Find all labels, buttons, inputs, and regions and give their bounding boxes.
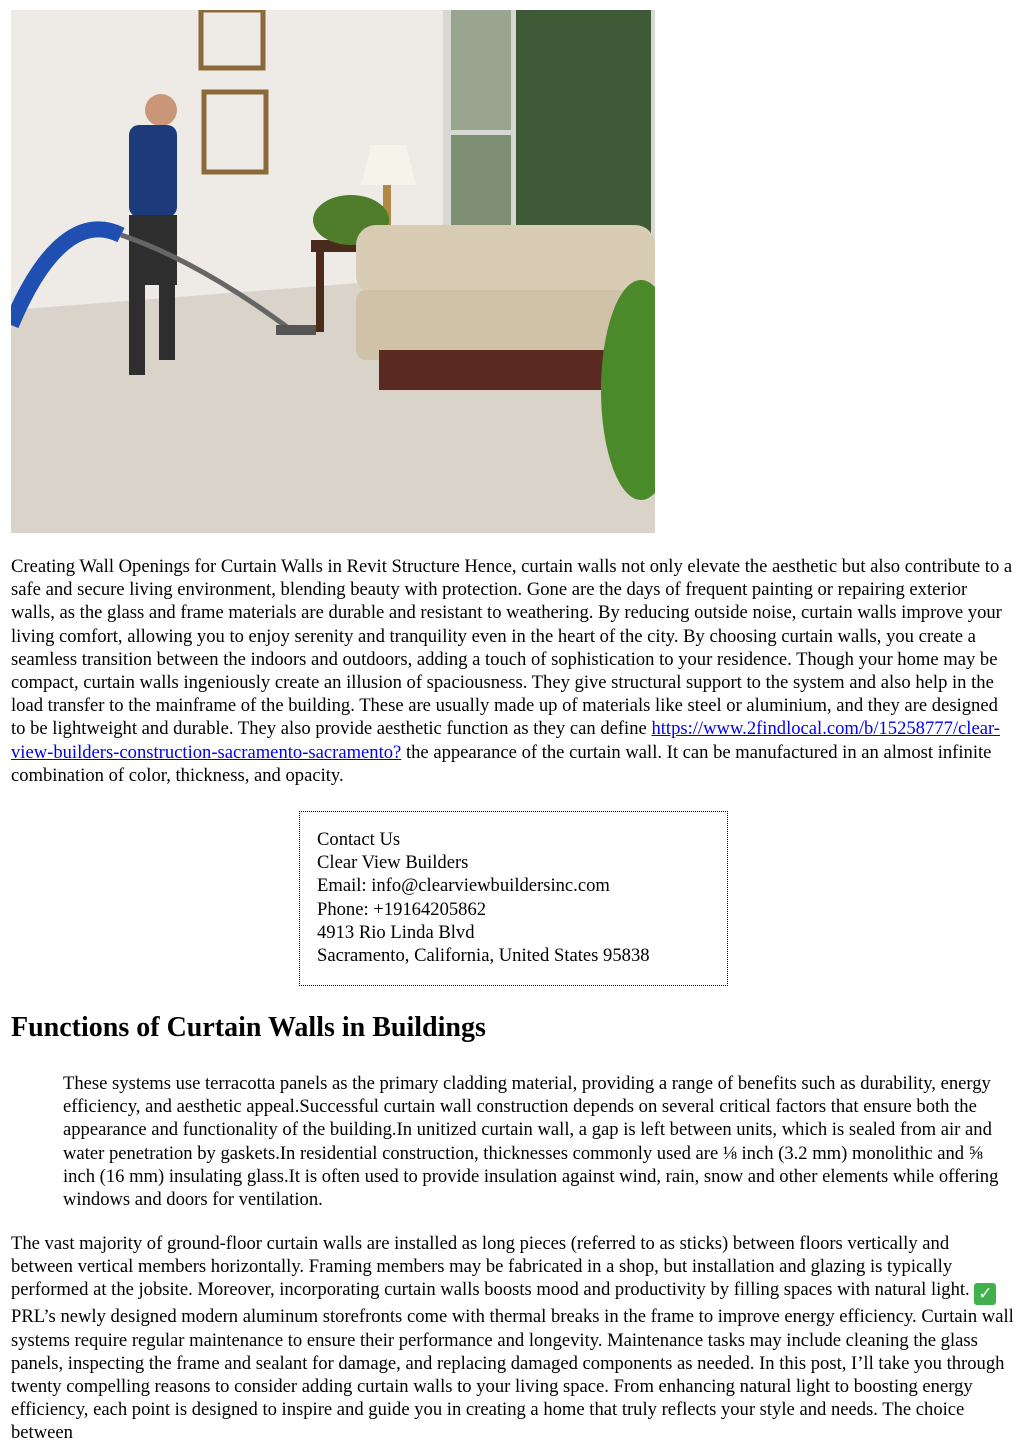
section-blockquote: These systems use terracotta panels as the primary cladding material, providing a range of benefits such as durability, energy efficiency, and aesthetic appeal.Successful curtain wall construction depends on several critical factors that ensure both the appearance and functionality of the building.In unitized curtain wall, a gap is left between units, which is sealed from air and water penetration by gaskets.In residential construction, thicknesses commonly used are ⅛ inch (3.2 mm) monolithic and ⅝ inch (16 mm) insulating glass.It is often used to provide insulation against wind, rain, snow and other elements while offering windows and doors for ventilation. <box>63 1073 999 1211</box>
contact-city: Sacramento, California, United States 95838 <box>317 945 650 967</box>
section-body-text: The vast majority of ground-floor curtain walls are installed as long pieces (referred to as sticks) between floors vertically and between vertical members horizontally. Framing members may be fabricated in a shop, but installation and glazing is typically performed at the jobsite. Moreover, incorporating curtain walls boosts mood and productivity by filling spaces with natural light. <box>11 1233 975 1301</box>
hero-image <box>11 10 655 533</box>
contact-street: 4913 Rio Linda Blvd <box>317 921 475 943</box>
contact-box <box>299 811 728 986</box>
section-heading: Functions of Curtain Walls in Buildings <box>11 1012 486 1043</box>
intro-paragraph <box>11 555 1015 787</box>
intro-text-continued: the appearance of the curtain wall. It can be manufactured in an almost infinite combination of color, thickness, and opacity. <box>11 741 992 786</box>
contact-heading: Contact Us <box>317 829 401 850</box>
clear-view-builders-link[interactable]: https://www.2findlocal.com/b/15258777/clear-view-builders-construction-sacramento-sacramento? <box>11 718 1000 763</box>
contact-email: Email: info@clearviewbuildersinc.com <box>317 875 610 897</box>
section-body <box>11 1232 1015 1445</box>
contact-phone: Phone: +19164205862 <box>317 898 487 920</box>
intro-text: Creating Wall Openings for Curtain Walls in Revit Structure Hence, curtain walls not only elevate the aesthetic but also contribute to a safe and secure living environment, blending beauty with protection. Gone are the days of frequent painting or repairing exterior walls, as the glass and frame materials are durable and resistant to weathering. By reducing outside noise, curtain walls improve your living comfort, allowing you to enjoy serenity and tranquility even in the heart of the city. By choosing curtain walls, you create a seamless transition between the indoors and outdoors, adding a touch of sophistication to your residence. Though your home may be compact, curtain walls ingeniously create an illusion of spaciousness. They give structural support to the system and also help in the load transfer to the mainframe of the building. These are usually made up of materials like steel or aluminium, and they are designed to be lightweight and durable. They also provide aesthetic function as they can define <box>11 556 1013 740</box>
section-body-text-continued: PRL’s newly designed modern aluminum storefronts come with thermal breaks in the frame to improve energy efficiency. Curtain wall systems require regular maintenance to ensure their performance and longevity. Maintenance tasks may include cleaning the glass panels, inspecting the frame and sealant for damage, and replacing damaged components as needed. In this post, I’ll take you through twenty compelling reasons to consider adding curtain walls to your living space. From enhancing natural light to boosting energy efficiency, each point is designed to inspire and guide you in creating a home that truly reflects your style and needs. The choice between <box>11 1306 1014 1444</box>
check-mark-icon: ✓ <box>974 1283 996 1305</box>
contact-company: Clear View Builders <box>317 852 469 874</box>
